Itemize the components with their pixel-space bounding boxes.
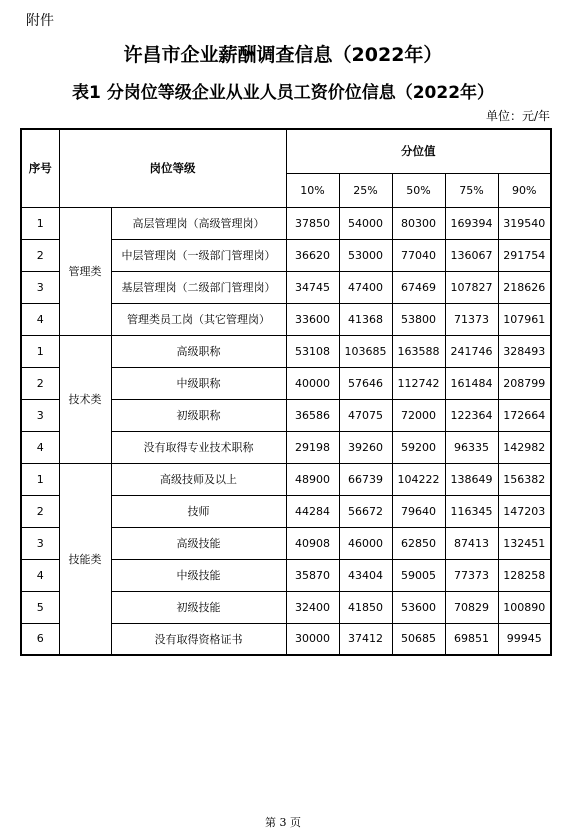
row-seq: 4 xyxy=(21,431,59,463)
percentile-value: 100890 xyxy=(498,591,551,623)
row-seq: 3 xyxy=(21,527,59,559)
header-p75: 75% xyxy=(445,173,498,207)
row-seq: 2 xyxy=(21,495,59,527)
table-body xyxy=(21,207,551,655)
percentile-value: 132451 xyxy=(498,527,551,559)
percentile-value: 53108 xyxy=(286,335,339,367)
grade-name: 中级技能 xyxy=(111,559,286,591)
header-p90: 90% xyxy=(498,173,551,207)
attachment-label: 附件 xyxy=(26,13,54,29)
grade-name: 没有取得专业技术职称 xyxy=(111,431,286,463)
percentile-value: 47075 xyxy=(339,399,392,431)
header-p25: 25% xyxy=(339,173,392,207)
table-row xyxy=(21,335,551,367)
grade-name: 初级技能 xyxy=(111,591,286,623)
percentile-value: 77373 xyxy=(445,559,498,591)
percentile-value: 39260 xyxy=(339,431,392,463)
percentile-value: 107961 xyxy=(498,303,551,335)
grade-name: 没有取得资格证书 xyxy=(111,623,286,655)
percentile-value: 319540 xyxy=(498,207,551,239)
header-p10: 10% xyxy=(286,173,339,207)
header-seq: 序号 xyxy=(21,129,59,207)
page-number: 第 3 页 xyxy=(265,816,301,829)
percentile-value: 48900 xyxy=(286,463,339,495)
percentile-value: 161484 xyxy=(445,367,498,399)
percentile-value: 103685 xyxy=(339,335,392,367)
percentile-value: 37850 xyxy=(286,207,339,239)
grade-name: 初级职称 xyxy=(111,399,286,431)
percentile-value: 96335 xyxy=(445,431,498,463)
grade-name: 高级技能 xyxy=(111,527,286,559)
percentile-value: 328493 xyxy=(498,335,551,367)
percentile-value: 138649 xyxy=(445,463,498,495)
percentile-value: 37412 xyxy=(339,623,392,655)
header-percentile: 分位值 xyxy=(286,129,551,173)
percentile-value: 87413 xyxy=(445,527,498,559)
percentile-value: 116345 xyxy=(445,495,498,527)
percentile-value: 80300 xyxy=(392,207,445,239)
percentile-value: 56672 xyxy=(339,495,392,527)
grade-name: 中级职称 xyxy=(111,367,286,399)
percentile-value: 59005 xyxy=(392,559,445,591)
percentile-value: 59200 xyxy=(392,431,445,463)
percentile-value: 29198 xyxy=(286,431,339,463)
percentile-value: 172664 xyxy=(498,399,551,431)
percentile-value: 147203 xyxy=(498,495,551,527)
row-seq: 4 xyxy=(21,559,59,591)
percentile-value: 208799 xyxy=(498,367,551,399)
row-seq: 5 xyxy=(21,591,59,623)
page-title: 许昌市企业薪酬调查信息（2022年） xyxy=(123,44,443,66)
percentile-value: 66739 xyxy=(339,463,392,495)
percentile-value: 34745 xyxy=(286,271,339,303)
percentile-value: 53600 xyxy=(392,591,445,623)
percentile-value: 128258 xyxy=(498,559,551,591)
row-seq: 3 xyxy=(21,399,59,431)
percentile-value: 57646 xyxy=(339,367,392,399)
category-cell: 技术类 xyxy=(59,335,111,463)
percentile-value: 41850 xyxy=(339,591,392,623)
grade-name: 高层管理岗（高级管理岗） xyxy=(111,207,286,239)
grade-name: 基层管理岗（二级部门管理岗） xyxy=(111,271,286,303)
percentile-value: 40000 xyxy=(286,367,339,399)
percentile-value: 70829 xyxy=(445,591,498,623)
row-seq: 4 xyxy=(21,303,59,335)
percentile-value: 43404 xyxy=(339,559,392,591)
percentile-value: 40908 xyxy=(286,527,339,559)
percentile-value: 71373 xyxy=(445,303,498,335)
category-cell: 技能类 xyxy=(59,463,111,655)
percentile-value: 33600 xyxy=(286,303,339,335)
percentile-value: 163588 xyxy=(392,335,445,367)
percentile-value: 104222 xyxy=(392,463,445,495)
percentile-value: 99945 xyxy=(498,623,551,655)
row-seq: 1 xyxy=(21,335,59,367)
header-grade: 岗位等级 xyxy=(59,129,286,207)
salary-table xyxy=(20,128,552,656)
percentile-value: 35870 xyxy=(286,559,339,591)
percentile-value: 54000 xyxy=(339,207,392,239)
percentile-value: 53000 xyxy=(339,239,392,271)
percentile-value: 156382 xyxy=(498,463,551,495)
percentile-value: 62850 xyxy=(392,527,445,559)
grade-name: 技师 xyxy=(111,495,286,527)
category-cell: 管理类 xyxy=(59,207,111,335)
row-seq: 1 xyxy=(21,207,59,239)
percentile-value: 136067 xyxy=(445,239,498,271)
percentile-value: 69851 xyxy=(445,623,498,655)
percentile-value: 79640 xyxy=(392,495,445,527)
row-seq: 6 xyxy=(21,623,59,655)
percentile-value: 36586 xyxy=(286,399,339,431)
percentile-value: 46000 xyxy=(339,527,392,559)
percentile-value: 107827 xyxy=(445,271,498,303)
percentile-value: 44284 xyxy=(286,495,339,527)
grade-name: 管理类员工岗（其它管理岗） xyxy=(111,303,286,335)
row-seq: 1 xyxy=(21,463,59,495)
percentile-value: 77040 xyxy=(392,239,445,271)
percentile-value: 169394 xyxy=(445,207,498,239)
percentile-value: 72000 xyxy=(392,399,445,431)
table-row xyxy=(21,207,551,239)
percentile-value: 53800 xyxy=(392,303,445,335)
header-p50: 50% xyxy=(392,173,445,207)
percentile-value: 47400 xyxy=(339,271,392,303)
unit-label: 单位：元/年 xyxy=(485,109,550,123)
grade-name: 高级职称 xyxy=(111,335,286,367)
percentile-value: 291754 xyxy=(498,239,551,271)
grade-name: 高级技师及以上 xyxy=(111,463,286,495)
percentile-value: 41368 xyxy=(339,303,392,335)
percentile-value: 32400 xyxy=(286,591,339,623)
percentile-value: 36620 xyxy=(286,239,339,271)
grade-name: 中层管理岗（一级部门管理岗） xyxy=(111,239,286,271)
row-seq: 2 xyxy=(21,367,59,399)
table-row xyxy=(21,463,551,495)
percentile-value: 112742 xyxy=(392,367,445,399)
percentile-value: 142982 xyxy=(498,431,551,463)
percentile-value: 50685 xyxy=(392,623,445,655)
percentile-value: 218626 xyxy=(498,271,551,303)
row-seq: 3 xyxy=(21,271,59,303)
percentile-value: 30000 xyxy=(286,623,339,655)
percentile-value: 241746 xyxy=(445,335,498,367)
table-title: 表1 分岗位等级企业从业人员工资价位信息（2022年） xyxy=(71,83,495,103)
row-seq: 2 xyxy=(21,239,59,271)
percentile-value: 122364 xyxy=(445,399,498,431)
percentile-value: 67469 xyxy=(392,271,445,303)
